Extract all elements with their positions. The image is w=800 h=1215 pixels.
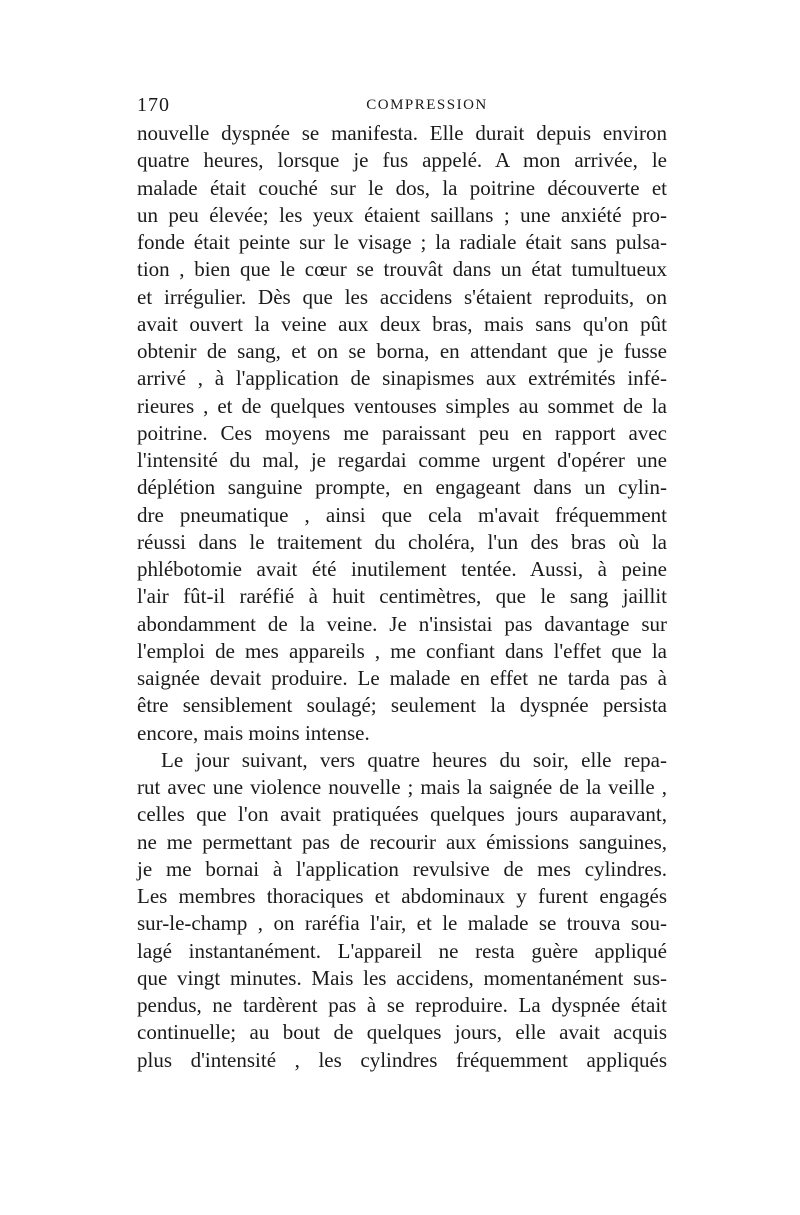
text-line: et irrégulier. Dès que les accidens s'étaient reproduits, on [137, 284, 667, 309]
text-line: quatre heures, lorsque je fus appelé. A mon arrivée, le [137, 148, 667, 173]
text-line: l'emploi de mes appareils , me confiant dans l'effet que la [137, 638, 667, 663]
text-line: avait ouvert la veine aux deux bras, mais sans qu'on pût [137, 311, 667, 336]
text-line: encore, mais moins intense. [137, 720, 370, 745]
text-line: continuelle; au bout de quelques jours, elle avait acquis [137, 1020, 667, 1045]
text-line: déplétion sanguine prompte, en engageant dans un cylin- [137, 475, 667, 500]
text-line: réussi dans le traitement du choléra, l'un des bras où la [137, 529, 667, 554]
text-line: fonde était peinte sur le visage ; la radiale était sans pulsa- [137, 230, 667, 254]
text-line: ne me permettant pas de recourir aux émissions sanguines, [137, 829, 667, 854]
body-text [137, 120, 667, 1074]
text-line: rut avec une violence nouvelle ; mais la saignée de la veille , [137, 775, 667, 799]
text-line: un peu élevée; les yeux étaient saillans ; une anxiété pro- [137, 202, 667, 227]
text-line: que vingt minutes. Mais les accidens, momentanément sus- [137, 965, 667, 990]
page-header [137, 94, 683, 118]
paragraph-2 [137, 747, 667, 1074]
running-head: COMPRESSION [366, 97, 488, 113]
text-line: saignée devait produire. Le malade en effet ne tarda pas à [137, 666, 667, 690]
text-line: être sensiblement soulagé; seulement la dyspnée persista [137, 693, 667, 718]
text-line: lagé instantanément. L'appareil ne resta guère appliqué [137, 938, 667, 963]
text-line: l'intensité du mal, je regardai comme urgent d'opérer une [137, 448, 667, 472]
text-line: phlébotomie avait été inutilement tentée. Aussi, à peine [137, 557, 667, 581]
text-line: arrivé , à l'application de sinapismes aux extrémités infé- [137, 366, 667, 391]
paragraph-1 [137, 120, 667, 747]
text-line: dre pneumatique , ainsi que cela m'avait fréquemment [137, 502, 667, 527]
text-line: Les membres thoraciques et abdominaux y furent engagés [137, 884, 667, 908]
text-line: sur-le-champ , on raréfia l'air, et le malade se trouva sou- [137, 911, 667, 936]
text-line: malade était couché sur le dos, la poitrine découverte et [137, 175, 667, 200]
text-line: celles que l'on avait pratiquées quelques jours auparavant, [137, 802, 667, 827]
text-line: je me bornai à l'application revulsive de mes cylindres. [137, 856, 667, 881]
text-line: nouvelle dyspnée se manifesta. Elle durait depuis environ [137, 121, 667, 145]
text-line: Le jour suivant, vers quatre heures du soir, elle repa- [161, 747, 667, 772]
page-number: 170 [137, 94, 170, 116]
text-line: plus d'intensité , les cylindres fréquemment appliqués [137, 1047, 667, 1072]
text-line: l'air fût-il raréfié à huit centimètres, que le sang jaillit [137, 584, 667, 609]
text-line: abondamment de la veine. Je n'insistai pas davantage sur [137, 611, 667, 636]
text-line: obtenir de sang, et on se borna, en attendant que je fusse [137, 339, 667, 363]
text-line: rieures , et de quelques ventouses simples au sommet de la [137, 393, 667, 418]
text-line: poitrine. Ces moyens me paraissant peu en rapport avec [137, 420, 667, 445]
text-line: pendus, ne tardèrent pas à se reproduire. La dyspnée était [137, 993, 667, 1017]
text-line: tion , bien que le cœur se trouvât dans un état tumultueux [137, 257, 667, 282]
